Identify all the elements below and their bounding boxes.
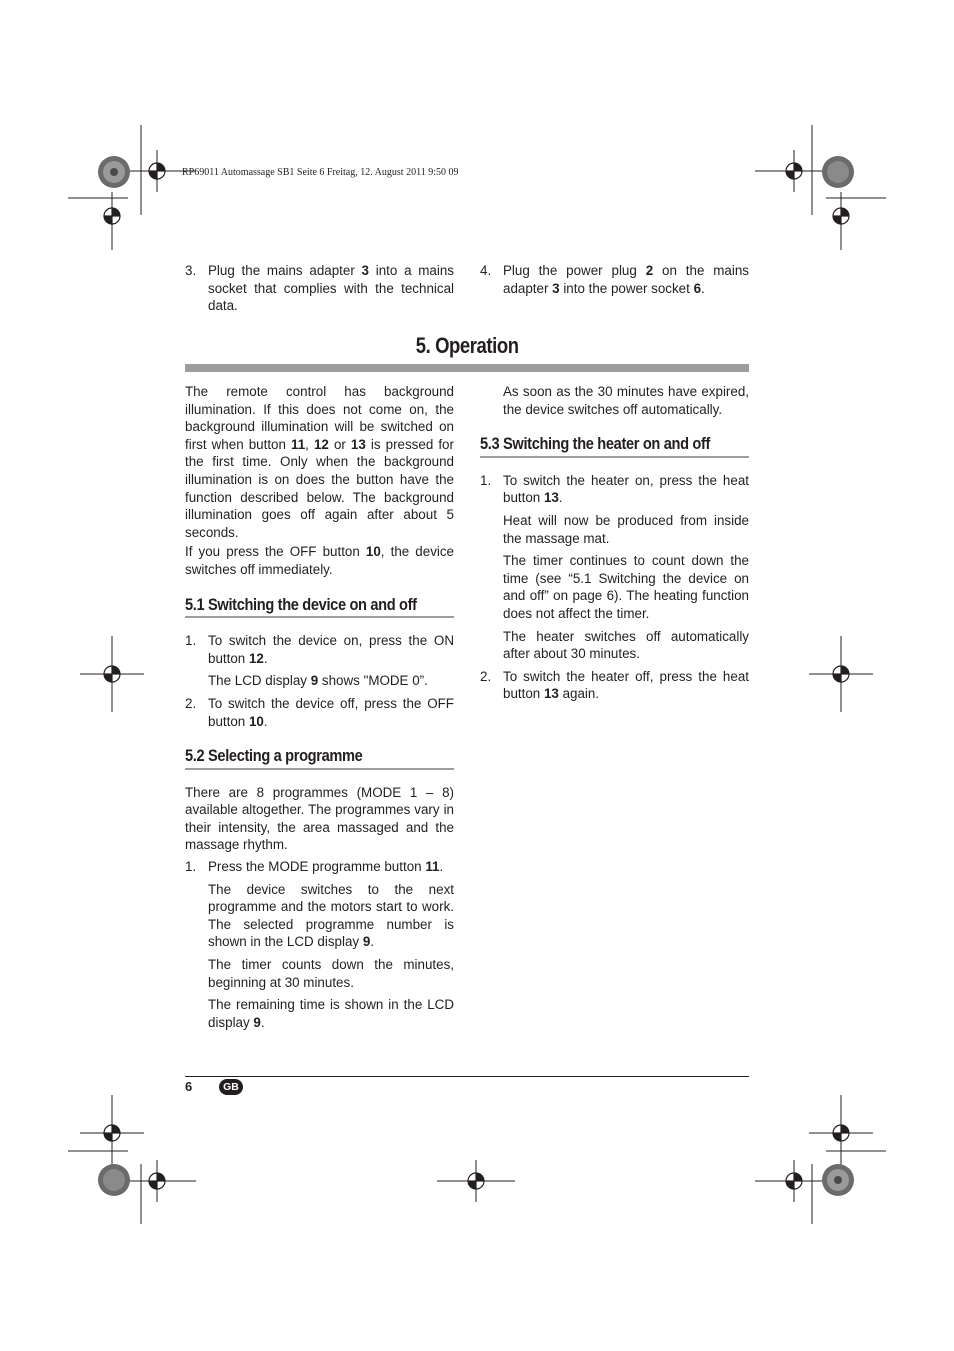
list-item: 3. Plug the mains adapter 3 into a mains socket that complies with the technical data.	[185, 263, 454, 314]
top-left-column	[185, 262, 454, 320]
item-number: 3.	[185, 263, 197, 278]
list-item: 2. To switch the heater off, press the heat button 13 again.	[480, 668, 749, 702]
section-heading-5-2: 5.2 Selecting a programme	[185, 747, 454, 770]
list-subtext: The remaining time is shown in the LCD display 9.	[208, 997, 454, 1030]
print-slug: RP69011 Automassage SB1 Seite 6 Freitag, 12. August 2011 9:50 09	[182, 167, 459, 178]
chapter-title: 5. Operation	[415, 333, 519, 358]
footer-rule	[185, 1076, 749, 1077]
list-item: 1. To switch the heater on, press the heat button 13.	[480, 472, 749, 506]
item-number: 1.	[185, 859, 197, 875]
top-right-column	[480, 262, 749, 302]
list-subtext: The LCD display 9 shows "MODE 0”.	[208, 673, 428, 689]
right-column	[480, 383, 749, 708]
list-subtext: The heater switches off automatically after about 30 minutes.	[503, 628, 749, 662]
list-item: 1. Press the MODE programme button 11.	[185, 859, 444, 875]
off-button-paragraph: If you press the OFF button 10, the device switches off immediately.	[185, 544, 455, 577]
item-number: 2.	[480, 668, 492, 684]
list-subtext: The timer counts down the minutes, beginning at 30 minutes.	[208, 957, 454, 990]
list-subtext: Heat will now be produced from inside the massage mat.	[503, 512, 749, 546]
list-subtext: As soon as the 30 minutes have expired, the device switches off automatically.	[503, 384, 749, 417]
item-number: 4.	[480, 263, 492, 278]
section-heading-5-3: 5.3 Switching the heater on and off	[480, 435, 749, 458]
intro-paragraph: The remote control has background illumination. If this does not come on, the background illumination will be switched on first when button 11, 12 or 13 is pressed for the first time. Only when the background illumination is on does the button have the function described below. The background illumination goes off again after about 5 seconds.	[185, 384, 454, 540]
language-badge: GB	[219, 1079, 243, 1095]
page-number: 6	[185, 1079, 193, 1094]
list-subtext: The timer continues to count down the time (see “5.1 Switching the device on and off” on page 6). The heating function does not affect the timer.	[503, 553, 749, 621]
item-number: 1.	[480, 472, 492, 488]
list-item: 2. To switch the device off, press the OFF button 10.	[185, 695, 454, 729]
programmes-paragraph: There are 8 programmes (MODE 1 – 8) available altogether. The programmes vary in their intensity, the area massaged and the massage rhythm.	[185, 784, 454, 853]
item-number: 1.	[185, 633, 197, 649]
list-item: 1. To switch the device on, press the ON button 12.	[185, 633, 454, 666]
title-rule	[185, 364, 749, 372]
left-column	[185, 383, 454, 1036]
item-number: 2.	[185, 695, 197, 711]
list-item: 4. Plug the power plug 2 on the mains adapter 3 into the power socket 6.	[480, 263, 750, 296]
section-heading-5-1: 5.1 Switching the device on and off	[185, 596, 454, 619]
list-subtext: The device switches to the next programme and the motors start to work. The selected programme number is shown in the LCD display 9.	[208, 881, 454, 950]
